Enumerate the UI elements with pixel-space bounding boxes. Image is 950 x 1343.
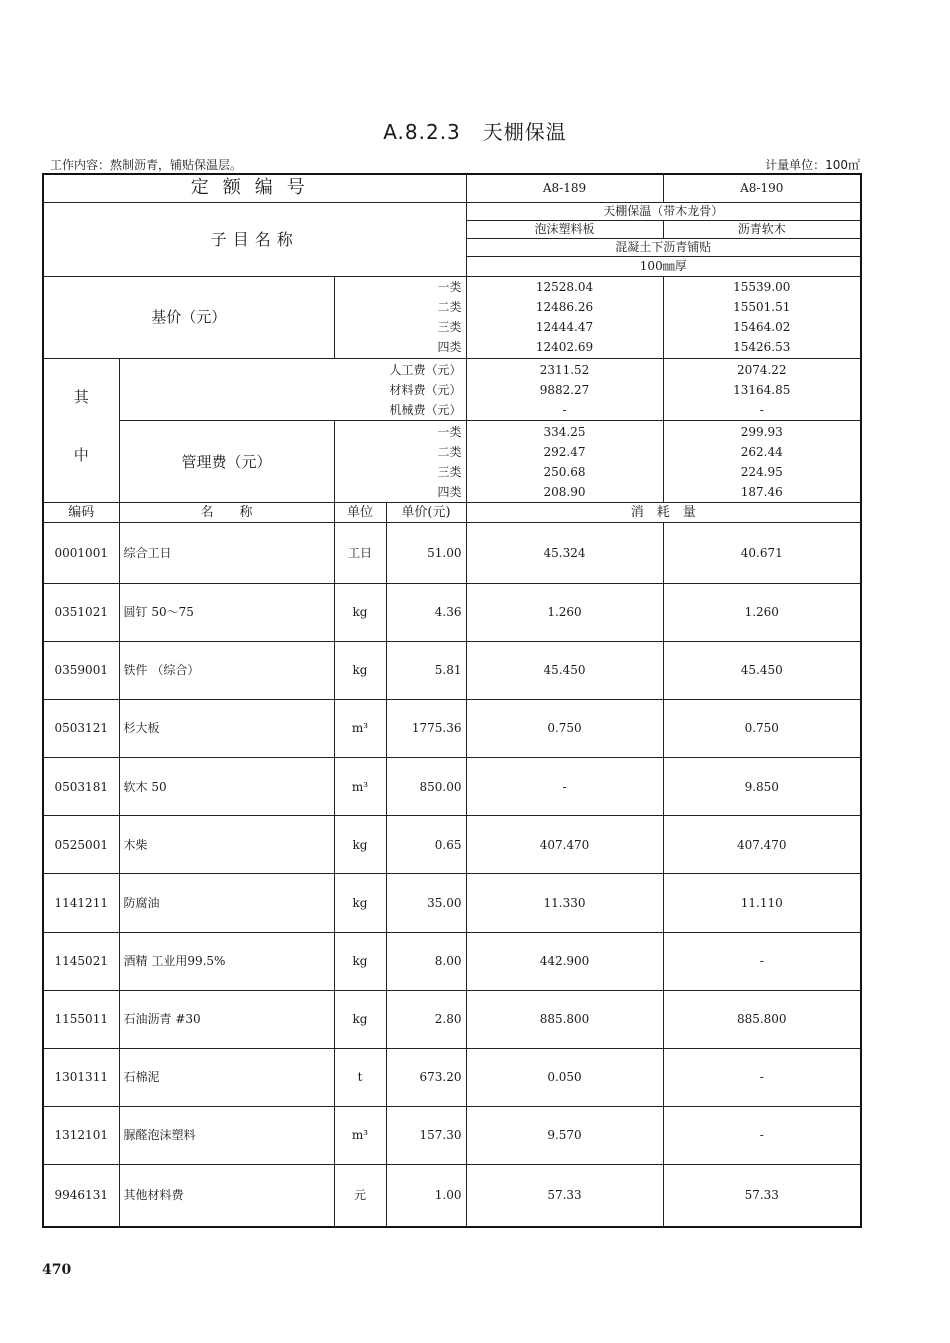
consumption-value: 0.050 (466, 1048, 663, 1106)
consumption-value: 885.800 (663, 990, 861, 1048)
material-name: 铁件 （综合） (119, 641, 334, 699)
quota-table (42, 173, 862, 1228)
of-which-char-2: 中 (73, 445, 89, 464)
material-price: 4.36 (386, 583, 466, 641)
material-name: 综合工日 (119, 523, 334, 583)
material-price: 51.00 (386, 523, 466, 583)
consumption-value: 45.450 (663, 641, 861, 699)
quota-code-2: A8-190 (663, 174, 861, 202)
material-rows (43, 523, 861, 1227)
cost-value: 13164.85 (733, 382, 791, 397)
table-row (43, 758, 861, 816)
material-price: 8.00 (386, 932, 466, 990)
table-row (43, 1048, 861, 1106)
base-price-value: 15501.51 (733, 300, 791, 315)
costs-col-2 (663, 358, 861, 420)
item-group-row (43, 202, 861, 220)
material-unit: t (334, 1048, 386, 1106)
labor-cost-label: 人工费（元） (389, 362, 462, 377)
quota-code-label: 定额编号 (43, 174, 466, 202)
item-group: 天棚保温（带木龙骨） (466, 202, 861, 220)
consumption-value: - (663, 1107, 861, 1165)
base-price-col-1 (466, 276, 663, 358)
of-which-label (43, 358, 119, 502)
col-header-name: 名 称 (119, 503, 334, 523)
cost-labels (119, 358, 466, 420)
mgmt-value: 299.93 (740, 424, 783, 439)
material-unit: kg (334, 932, 386, 990)
material-unit: 工日 (334, 523, 386, 583)
consumption-value: 11.330 (466, 874, 663, 932)
material-name: 软木 50 (119, 758, 334, 816)
consumption-value: 1.260 (663, 583, 861, 641)
mgmt-value: 334.25 (543, 424, 586, 439)
material-price: 1.00 (386, 1165, 466, 1227)
material-price: 1775.36 (386, 699, 466, 757)
col-header-unit: 单位 (334, 503, 386, 523)
material-price: 157.30 (386, 1107, 466, 1165)
base-price-col-2 (663, 276, 861, 358)
mgmt-value: 208.90 (543, 484, 586, 499)
material-name: 木柴 (119, 816, 334, 874)
item-name-label: 子目名称 (43, 202, 466, 276)
of-which-char-1: 其 (73, 387, 89, 406)
costs-row (43, 358, 861, 420)
material-price: 673.20 (386, 1048, 466, 1106)
consumption-value: 57.33 (466, 1165, 663, 1227)
quota-code-1: A8-189 (466, 174, 663, 202)
table-row (43, 1107, 861, 1165)
column-header-row (43, 503, 861, 523)
cost-value: - (759, 402, 764, 417)
material-unit: 元 (334, 1165, 386, 1227)
mgmt-value: 250.68 (543, 464, 586, 479)
material-code: 0503121 (43, 699, 119, 757)
consumption-value: 407.470 (663, 816, 861, 874)
cost-value: 2311.52 (539, 362, 590, 377)
quota-code-row (43, 174, 861, 202)
consumption-value: 45.324 (466, 523, 663, 583)
material-name: 圆钉 50～75 (119, 583, 334, 641)
class-4: 四类 (437, 484, 462, 499)
method: 混凝土下沥青铺贴 (466, 238, 861, 256)
material-name: 石棉泥 (119, 1048, 334, 1106)
machine-cost-label: 机械费（元） (389, 402, 462, 417)
table-row (43, 641, 861, 699)
class-2: 二类 (437, 444, 462, 459)
table-row (43, 874, 861, 932)
consumption-value: 9.570 (466, 1107, 663, 1165)
material-cost-label: 材料费（元） (389, 382, 462, 397)
base-price-label: 基价（元） (43, 276, 334, 358)
consumption-value: 1.260 (466, 583, 663, 641)
mgmt-classes (334, 421, 466, 503)
costs-col-1 (466, 358, 663, 420)
mgmt-value: 262.44 (740, 444, 783, 459)
material-code: 1312101 (43, 1107, 119, 1165)
consumption-value: - (663, 1048, 861, 1106)
material-code: 9946131 (43, 1165, 119, 1227)
section-title: 天棚保温 (482, 120, 567, 144)
material-unit: m³ (334, 758, 386, 816)
base-price-value: 12444.47 (535, 320, 594, 335)
mgmt-col-2 (663, 421, 861, 503)
material-code: 1155011 (43, 990, 119, 1048)
material-name: 防腐油 (119, 874, 334, 932)
class-3: 三类 (437, 464, 462, 479)
base-price-value: 15464.02 (733, 320, 791, 335)
mgmt-value: 187.46 (740, 484, 783, 499)
material-price: 2.80 (386, 990, 466, 1048)
consumption-value: 0.750 (466, 699, 663, 757)
material-unit: m³ (334, 699, 386, 757)
material-code: 1141211 (43, 874, 119, 932)
material-name: 脲醛泡沫塑料 (119, 1107, 334, 1165)
item-name-1: 泡沫塑料板 (466, 220, 663, 238)
class-1: 一类 (437, 280, 462, 295)
material-price: 0.65 (386, 816, 466, 874)
material-unit: kg (334, 874, 386, 932)
col-header-code: 编码 (43, 503, 119, 523)
section-number: A.8.2.3 (383, 120, 461, 144)
material-unit: kg (334, 816, 386, 874)
consumption-value: 0.750 (663, 699, 861, 757)
material-price: 5.81 (386, 641, 466, 699)
cost-value: - (562, 402, 567, 417)
consumption-value: 11.110 (663, 874, 861, 932)
material-code: 0001001 (43, 523, 119, 583)
material-code: 1145021 (43, 932, 119, 990)
consumption-value: 40.671 (663, 523, 861, 583)
consumption-value: 9.850 (663, 758, 861, 816)
material-name: 杉大板 (119, 699, 334, 757)
cost-value: 2074.22 (736, 362, 787, 377)
material-code: 0359001 (43, 641, 119, 699)
table-row (43, 699, 861, 757)
base-price-value: 12402.69 (535, 340, 594, 355)
material-code: 1301311 (43, 1048, 119, 1106)
quota-table-wrapper (42, 173, 860, 1228)
consumption-value: 57.33 (663, 1165, 861, 1227)
class-1: 一类 (437, 424, 462, 439)
material-name: 石油沥青 #30 (119, 990, 334, 1048)
consumption-value: 407.470 (466, 816, 663, 874)
measurement-unit: 计量单位：100㎡ (765, 158, 860, 172)
base-price-value: 12486.26 (535, 300, 594, 315)
table-row (43, 932, 861, 990)
consumption-value: 442.900 (466, 932, 663, 990)
material-name: 酒精 工业用99.5% (119, 932, 334, 990)
material-code: 0525001 (43, 816, 119, 874)
material-code: 0351021 (43, 583, 119, 641)
base-price-row (43, 276, 861, 358)
material-unit: kg (334, 990, 386, 1048)
base-price-value: 15539.00 (733, 280, 791, 295)
table-row (43, 523, 861, 583)
mgmt-row (43, 421, 861, 503)
page-number: 470 (42, 1262, 72, 1278)
mgmt-value: 224.95 (740, 464, 783, 479)
material-name: 其他材料费 (119, 1165, 334, 1227)
consumption-value: - (466, 758, 663, 816)
class-2: 二类 (437, 300, 462, 315)
base-price-classes (334, 276, 466, 358)
material-unit: kg (334, 641, 386, 699)
work-content: 工作内容：熬制沥青，铺贴保温层。 (50, 158, 243, 172)
table-row (43, 816, 861, 874)
consumption-value: - (663, 932, 861, 990)
col-header-price: 单价(元) (386, 503, 466, 523)
material-unit: kg (334, 583, 386, 641)
page-title (0, 116, 950, 145)
class-4: 四类 (437, 340, 462, 355)
material-code: 0503181 (43, 758, 119, 816)
material-price: 35.00 (386, 874, 466, 932)
mgmt-value: 292.47 (543, 444, 586, 459)
cost-value: 9882.27 (539, 382, 590, 397)
mgmt-label: 管理费（元） (119, 421, 334, 503)
consumption-value: 885.800 (466, 990, 663, 1048)
material-price: 850.00 (386, 758, 466, 816)
item-name-2: 沥青软木 (663, 220, 861, 238)
class-3: 三类 (437, 320, 462, 335)
table-row (43, 1165, 861, 1227)
base-price-value: 12528.04 (535, 280, 594, 295)
material-unit: m³ (334, 1107, 386, 1165)
base-price-value: 15426.53 (733, 340, 791, 355)
thickness: 100㎜厚 (466, 256, 861, 276)
col-header-consumption: 消 耗 量 (466, 503, 861, 523)
table-row (43, 583, 861, 641)
consumption-value: 45.450 (466, 641, 663, 699)
mgmt-col-1 (466, 421, 663, 503)
table-row (43, 990, 861, 1048)
